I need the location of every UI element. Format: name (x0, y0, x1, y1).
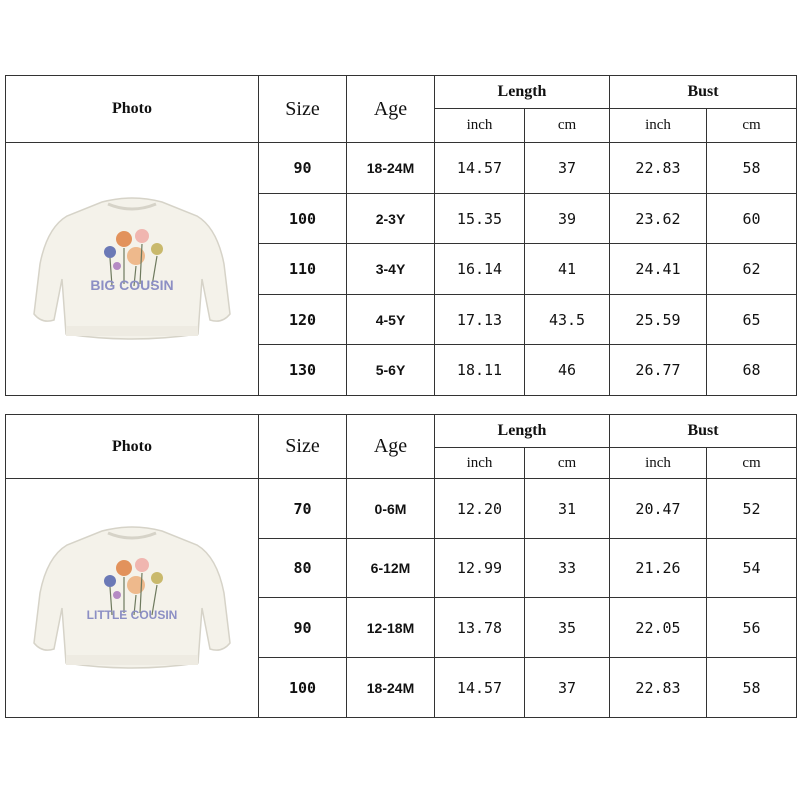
age-cell: 6-12M (347, 539, 435, 598)
length-cm-cell: 37 (525, 143, 610, 194)
bust-cm-cell: 52 (707, 479, 797, 539)
bust-inch-header: inch (610, 109, 707, 143)
size-cell: 100 (259, 658, 347, 718)
bust-cm-cell: 65 (707, 295, 797, 345)
length-cm-header: cm (525, 448, 610, 479)
length-inch-cell: 12.99 (435, 539, 525, 598)
length-cm-cell: 41 (525, 244, 610, 295)
size-cell: 90 (259, 598, 347, 658)
size-header: Size (259, 415, 347, 479)
bust-cm-cell: 58 (707, 658, 797, 718)
length-inch-cell: 18.11 (435, 345, 525, 396)
size-chart-table-1 (5, 75, 797, 396)
bust-cm-cell: 56 (707, 598, 797, 658)
bust-cm-cell: 58 (707, 143, 797, 194)
size-cell: 130 (259, 345, 347, 396)
product-photo (6, 479, 259, 718)
sweater-print-text: BIG COUSIN (90, 277, 174, 293)
length-header: Length (435, 76, 610, 109)
length-cm-cell: 31 (525, 479, 610, 539)
bust-header: Bust (610, 76, 797, 109)
size-cell: 120 (259, 295, 347, 345)
bust-inch-cell: 24.41 (610, 244, 707, 295)
length-inch-cell: 17.13 (435, 295, 525, 345)
length-inch-cell: 14.57 (435, 143, 525, 194)
table-row (6, 479, 797, 539)
length-inch-cell: 13.78 (435, 598, 525, 658)
length-inch-header: inch (435, 448, 525, 479)
size-cell: 80 (259, 539, 347, 598)
size-chart-table-2 (5, 414, 797, 718)
bust-inch-cell: 22.83 (610, 143, 707, 194)
length-cm-cell: 33 (525, 539, 610, 598)
age-cell: 5-6Y (347, 345, 435, 396)
age-header: Age (347, 415, 435, 479)
size-cell: 100 (259, 194, 347, 244)
length-cm-cell: 37 (525, 658, 610, 718)
bust-inch-cell: 26.77 (610, 345, 707, 396)
length-inch-header: inch (435, 109, 525, 143)
age-cell: 18-24M (347, 658, 435, 718)
length-cm-header: cm (525, 109, 610, 143)
product-photo (6, 143, 259, 396)
bust-inch-cell: 25.59 (610, 295, 707, 345)
age-cell: 4-5Y (347, 295, 435, 345)
size-cell: 70 (259, 479, 347, 539)
sweatshirt-little-cousin-image (32, 523, 232, 673)
length-inch-cell: 12.20 (435, 479, 525, 539)
bust-inch-header: inch (610, 448, 707, 479)
bust-inch-cell: 21.26 (610, 539, 707, 598)
bust-inch-cell: 20.47 (610, 479, 707, 539)
age-header: Age (347, 76, 435, 143)
bust-inch-cell: 22.83 (610, 658, 707, 718)
table-row (6, 143, 797, 194)
size-cell: 90 (259, 143, 347, 194)
bust-inch-cell: 22.05 (610, 598, 707, 658)
bust-inch-cell: 23.62 (610, 194, 707, 244)
bust-cm-cell: 54 (707, 539, 797, 598)
age-cell: 12-18M (347, 598, 435, 658)
bust-cm-cell: 68 (707, 345, 797, 396)
photo-header: Photo (6, 76, 259, 143)
length-cm-cell: 43.5 (525, 295, 610, 345)
size-cell: 110 (259, 244, 347, 295)
bust-header: Bust (610, 415, 797, 448)
bust-cm-cell: 60 (707, 194, 797, 244)
length-inch-cell: 16.14 (435, 244, 525, 295)
length-cm-cell: 35 (525, 598, 610, 658)
age-cell: 3-4Y (347, 244, 435, 295)
bust-cm-header: cm (707, 109, 797, 143)
photo-header: Photo (6, 415, 259, 479)
age-cell: 18-24M (347, 143, 435, 194)
length-header: Length (435, 415, 610, 448)
length-inch-cell: 14.57 (435, 658, 525, 718)
length-cm-cell: 39 (525, 194, 610, 244)
size-header: Size (259, 76, 347, 143)
age-cell: 2-3Y (347, 194, 435, 244)
sweatshirt-big-cousin-image (32, 194, 232, 344)
length-inch-cell: 15.35 (435, 194, 525, 244)
length-cm-cell: 46 (525, 345, 610, 396)
bust-cm-header: cm (707, 448, 797, 479)
sweater-print-text: LITTLE COUSIN (86, 608, 178, 622)
bust-cm-cell: 62 (707, 244, 797, 295)
age-cell: 0-6M (347, 479, 435, 539)
